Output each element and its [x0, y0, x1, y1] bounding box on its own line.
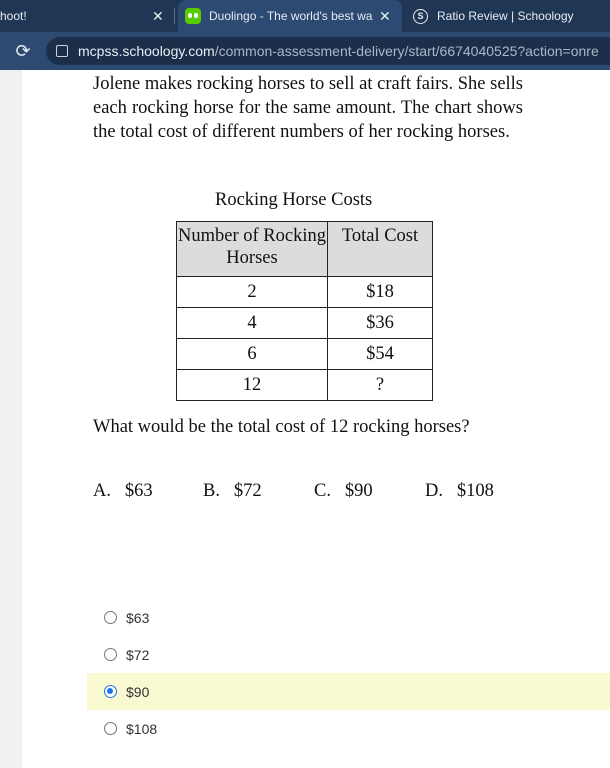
table-cell: 6 [177, 339, 328, 370]
question-intro: Jolene makes rocking horses to sell at craft fairs. She sells each rocking horse for the same amount. The chart shows the total cost of different numbers of her rocking horses. [93, 74, 524, 142]
answer-label: $90 [126, 683, 150, 700]
tab-schoology[interactable] [404, 0, 610, 32]
table-row [177, 339, 433, 370]
tab-title: Duolingo - The world's best wa [209, 9, 373, 23]
table-row [177, 277, 433, 308]
left-gutter [0, 70, 22, 768]
answer-options [87, 599, 610, 747]
printed-choice-b: B. $72 [203, 481, 262, 501]
printed-choice-c: C. $90 [314, 481, 373, 501]
browser-tab-bar [0, 0, 610, 32]
table-cell: 2 [177, 277, 328, 308]
address-bar[interactable] [46, 37, 610, 65]
site-info-icon[interactable] [56, 45, 68, 57]
reload-icon[interactable]: ⟳ [15, 41, 31, 61]
close-icon[interactable]: ✕ [152, 7, 164, 24]
printed-choice-d: D. $108 [425, 481, 494, 501]
table-cell: ? [328, 370, 433, 401]
question-prompt: What would be the total cost of 12 rocking horses? [93, 417, 470, 437]
tab-title: hoot! [0, 9, 27, 23]
tab-kahoot[interactable] [0, 0, 172, 32]
browser-toolbar [0, 32, 610, 70]
radio-button[interactable] [104, 685, 117, 698]
url-text: mcpss.schoology.com/common-assessment-delivery/start/6674040525?action=onre [78, 43, 599, 59]
duolingo-favicon-icon [185, 8, 201, 24]
table-row [177, 308, 433, 339]
table-header: Number of Rocking Horses [177, 222, 328, 277]
printed-choice-a: A. $63 [93, 481, 153, 501]
table-cell: $54 [328, 339, 433, 370]
table-cell: $36 [328, 308, 433, 339]
table-cell: 12 [177, 370, 328, 401]
question-stem [93, 72, 523, 144]
radio-button[interactable] [104, 648, 117, 661]
table-header-row [177, 222, 433, 277]
answer-option-63[interactable] [87, 599, 610, 636]
answer-label: $72 [126, 646, 150, 663]
table-cell: $18 [328, 277, 433, 308]
tab-duolingo[interactable] [178, 0, 402, 32]
tab-title: Ratio Review | Schoology [437, 9, 574, 23]
answer-label: $63 [126, 609, 150, 626]
table-cell: 4 [177, 308, 328, 339]
answer-label: $108 [126, 720, 158, 737]
radio-button[interactable] [104, 722, 117, 735]
answer-option-108[interactable] [87, 710, 610, 747]
table-header: Total Cost [328, 222, 433, 277]
cost-table [176, 221, 433, 401]
answer-option-90[interactable] [87, 673, 610, 710]
answer-option-72[interactable] [87, 636, 610, 673]
table-row [177, 370, 433, 401]
schoology-favicon-icon: S [413, 9, 428, 24]
close-icon[interactable]: ✕ [379, 7, 391, 24]
tab-divider [174, 8, 175, 24]
radio-button[interactable] [104, 611, 117, 624]
